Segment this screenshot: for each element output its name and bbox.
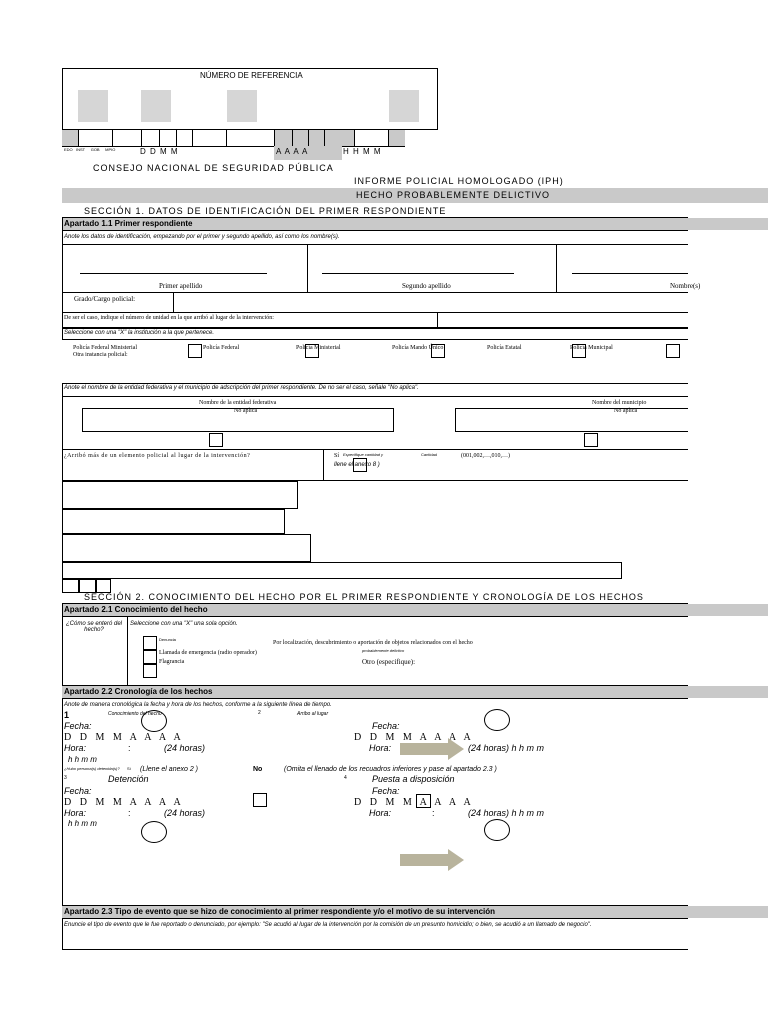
event-instruction: Enuncie el tipo de evento que le fue reportado o denunciado, por ejemplo: "Se acudió al lugar de la intervención por la comisión de un presunto homicidio; o bien, se acudió a un llamado de negocio". [64,922,592,928]
right-gray-strip-4 [688,906,768,918]
inst-federal-ministerial: Policía Federal Ministerial [73,345,137,351]
names-instruction: Anote los datos de identificación, empezando por el primer y segundo apellido, así como los nombre(s). [64,234,340,240]
right-gray-strip-2 [688,604,768,616]
municipality-label: Nombre del municipio [592,400,647,406]
probably-delictive: probablemente delictivo [362,648,405,653]
ref-field-3[interactable] [227,90,257,122]
chk-municipal[interactable] [666,344,680,358]
step4-colon: : [432,808,435,818]
institution-instruction: Seleccione con una "X" la institución a la que pertenece. [64,330,215,336]
apartado-2-3-bar [62,905,688,919]
second-surname-label: Segundo apellido [402,282,451,290]
select-one: Seleccione con una "X" una sola opción. [130,621,238,627]
step3-marker [141,821,167,843]
report-subtitle: HECHO PROBABLEMENTE DELICTIVO [356,190,551,200]
extra-field-1[interactable] [62,481,298,509]
step1-number: 1 [64,710,70,720]
step4-date-pattern: D D M M A A A A [354,797,474,808]
step1-marker [141,710,167,732]
inst-estatal: Policía Estatal [487,345,522,351]
emergency-call-label: Llamada de emergencia (radio operador) [159,650,257,656]
right-gray-strip-3 [688,686,768,698]
step1-label: Conocimiento del hecho [108,711,162,717]
apartado-2-3-title: Apartado 2.3 Tipo de evento que se hizo de conocimiento al primer respondiente y/o el motivo de su intervención [64,907,496,916]
step3-fecha: Fecha: [64,786,92,796]
apartado-1-1-title: Apartado 1.1 Primer respondiente [64,219,193,228]
code-mpio: MPIO [105,147,116,152]
extra-field-3[interactable] [62,534,311,562]
step4-number: 4 [344,775,347,781]
arrow-2-icon [400,849,464,871]
first-surname-label: Primer apellido [159,282,203,290]
report-title: INFORME POLICIAL HOMOLOGADO (IPH) [354,176,564,186]
section1-title: SECCIÓN 1. DATOS DE IDENTIFICACIÓN DEL PRIMER RESPONDIENTE [84,206,447,216]
step2-number: 2 [258,710,261,716]
entity-instruction: Anote el nombre de la entidad federativa y el municipio de adscripción del primer respondiente. De no ser el caso, señale "No aplica". [64,385,419,391]
apartado-2-1-title: Apartado 2.1 Conocimiento del hecho [64,605,208,614]
step3-24h: (24 horas) [164,808,206,818]
reference-digit-row [62,130,405,147]
step3-date-pattern: D D M M A A A A [64,797,184,808]
quantity-format: (001,002,…,010,…) [461,453,510,459]
municipality-field[interactable] [455,408,688,432]
apartado-2-1-bar [62,603,688,617]
extra-field-2[interactable] [62,509,285,534]
step4-24h: (24 horas) h h m m [468,808,545,818]
step1-date-pattern: D D M M A A A A [64,732,184,743]
inst-mando-unico: Policía Mando Único [392,345,444,351]
code-edo: EDO [64,147,73,152]
step1-hora: Hora: [64,743,87,753]
omit-note: (Omita el llenado de los recuadros inferiores y pase al apartado 2.3 ) [284,766,497,773]
ref-field-4[interactable] [389,90,419,122]
other-institution-label: Otra instancia policial: [73,352,128,358]
step2-hora: Hora: [369,743,392,753]
quantity-label: Cantidad [421,452,438,457]
date-letters: D D M M [140,147,179,156]
denuncia-label: Denuncia [159,637,176,642]
time-letters: H H M M [343,147,382,156]
step2-marker [484,709,510,731]
how-question: ¿Cómo se enteró del hecho? [65,621,123,633]
step3-label: Detención [108,774,149,784]
step4-hora: Hora: [369,808,392,818]
step3-hora: Hora: [64,808,87,818]
no-detention-checkbox[interactable] [253,793,267,807]
step4-date-box [416,794,431,808]
apartado-2-2-bar [62,685,688,699]
step1-hm: h h m m [68,755,97,764]
extra-cell-1[interactable] [62,579,79,593]
detained-question: ¿Hubo persona(s) detenida(s)? [64,766,120,771]
step4-label: Puesta a disposición [372,774,455,784]
extra-cell-3[interactable] [96,579,111,593]
rank-field[interactable] [173,292,174,312]
step2-date-pattern: D D M M A A A A [354,732,474,743]
detained-no: No [253,766,263,773]
reference-title: NÚMERO DE REFERENCIA [200,71,303,80]
unit-question: De ser el caso, indique el número de unidad en la que arribó al lugar de la intervención: [64,315,274,321]
step2-label: Arribo al lugar [297,711,329,717]
entity-label: Nombre de la entidad federativa [199,400,277,406]
step2-24h: (24 horas) h h m m [468,743,545,753]
step1-fecha: Fecha: [64,721,92,731]
step2-fecha: Fecha: [372,721,400,731]
arrow-1-icon [400,738,464,760]
specify-qty: Especifique cantidad y [343,452,384,457]
step4-fecha: Fecha: [372,786,400,796]
detained-si: Sí [127,766,131,771]
localization-label: Por localización, descubrimiento o aportación de objetos relacionados con el hecho [273,640,473,646]
fill-annex: llene el anexo 8 ) [334,462,380,468]
extra-field-4[interactable] [62,562,622,579]
council-name: CONSEJO NACIONAL DE SEGURIDAD PÚBLICA [93,163,334,173]
step3-hm: h h m m [68,819,97,828]
chk-denuncia[interactable] [143,636,157,650]
step1-colon: : [128,743,131,753]
other-label: Otro (especifique): [362,658,416,666]
extra-cell-2[interactable] [79,579,96,593]
rank-label: Grado/Cargo policial: [74,295,136,303]
municipality-na: No aplica [614,408,638,414]
chk-emergency[interactable] [143,650,157,664]
apartado-2-2-title: Apartado 2.2 Cronología de los hechos [64,687,213,696]
first-surname-line[interactable] [80,273,267,274]
code-inst: INST [76,147,86,152]
step4-marker [484,819,510,841]
names-label: Nombre(s) [670,282,701,290]
chk-federal-ministerial[interactable] [188,344,202,358]
entity-field[interactable] [82,408,394,432]
chk-flagrancy[interactable] [143,664,157,678]
municipality-check[interactable] [584,433,598,447]
fill-annex-2: (Llene el anexo 2 ) [140,766,198,773]
year-letters: A A A A [276,147,309,156]
ref-field-2[interactable] [141,90,171,122]
inst-ministerial: Policía Ministerial [296,345,341,351]
entity-na: No aplica [234,408,258,414]
inst-municipal: Policía Municipal [570,345,613,351]
second-surname-line[interactable] [322,273,514,274]
chrono-instruction: Anote de manera cronológica la fecha y hora de los hechos, conforme a la siguiente línea de tiempo. [64,702,332,708]
names-line[interactable] [572,273,688,274]
step1-24h: (24 horas) [164,743,206,753]
right-gray-strip [688,218,768,230]
step3-number: 3 [64,775,67,781]
yes-label: Sí [334,453,340,459]
more-elements-question: ¿Arribó más de un elemento policial al lugar de la intervención? [64,453,251,459]
inst-federal: Policía Federal [203,345,240,351]
section2-title: SECCIÓN 2. CONOCIMIENTO DEL HECHO POR EL PRIMER RESPONDIENTE Y CRONOLOGÍA DE LOS HECHOS [84,592,644,602]
unit-field-divider [437,312,438,328]
code-gob: GOB [90,147,100,152]
flagrancy-label: Flagrancia [159,659,185,665]
apartado-1-1-bar [62,217,688,231]
step3-colon: : [128,808,131,818]
ref-field-1[interactable] [78,90,108,122]
entity-check[interactable] [209,433,223,447]
